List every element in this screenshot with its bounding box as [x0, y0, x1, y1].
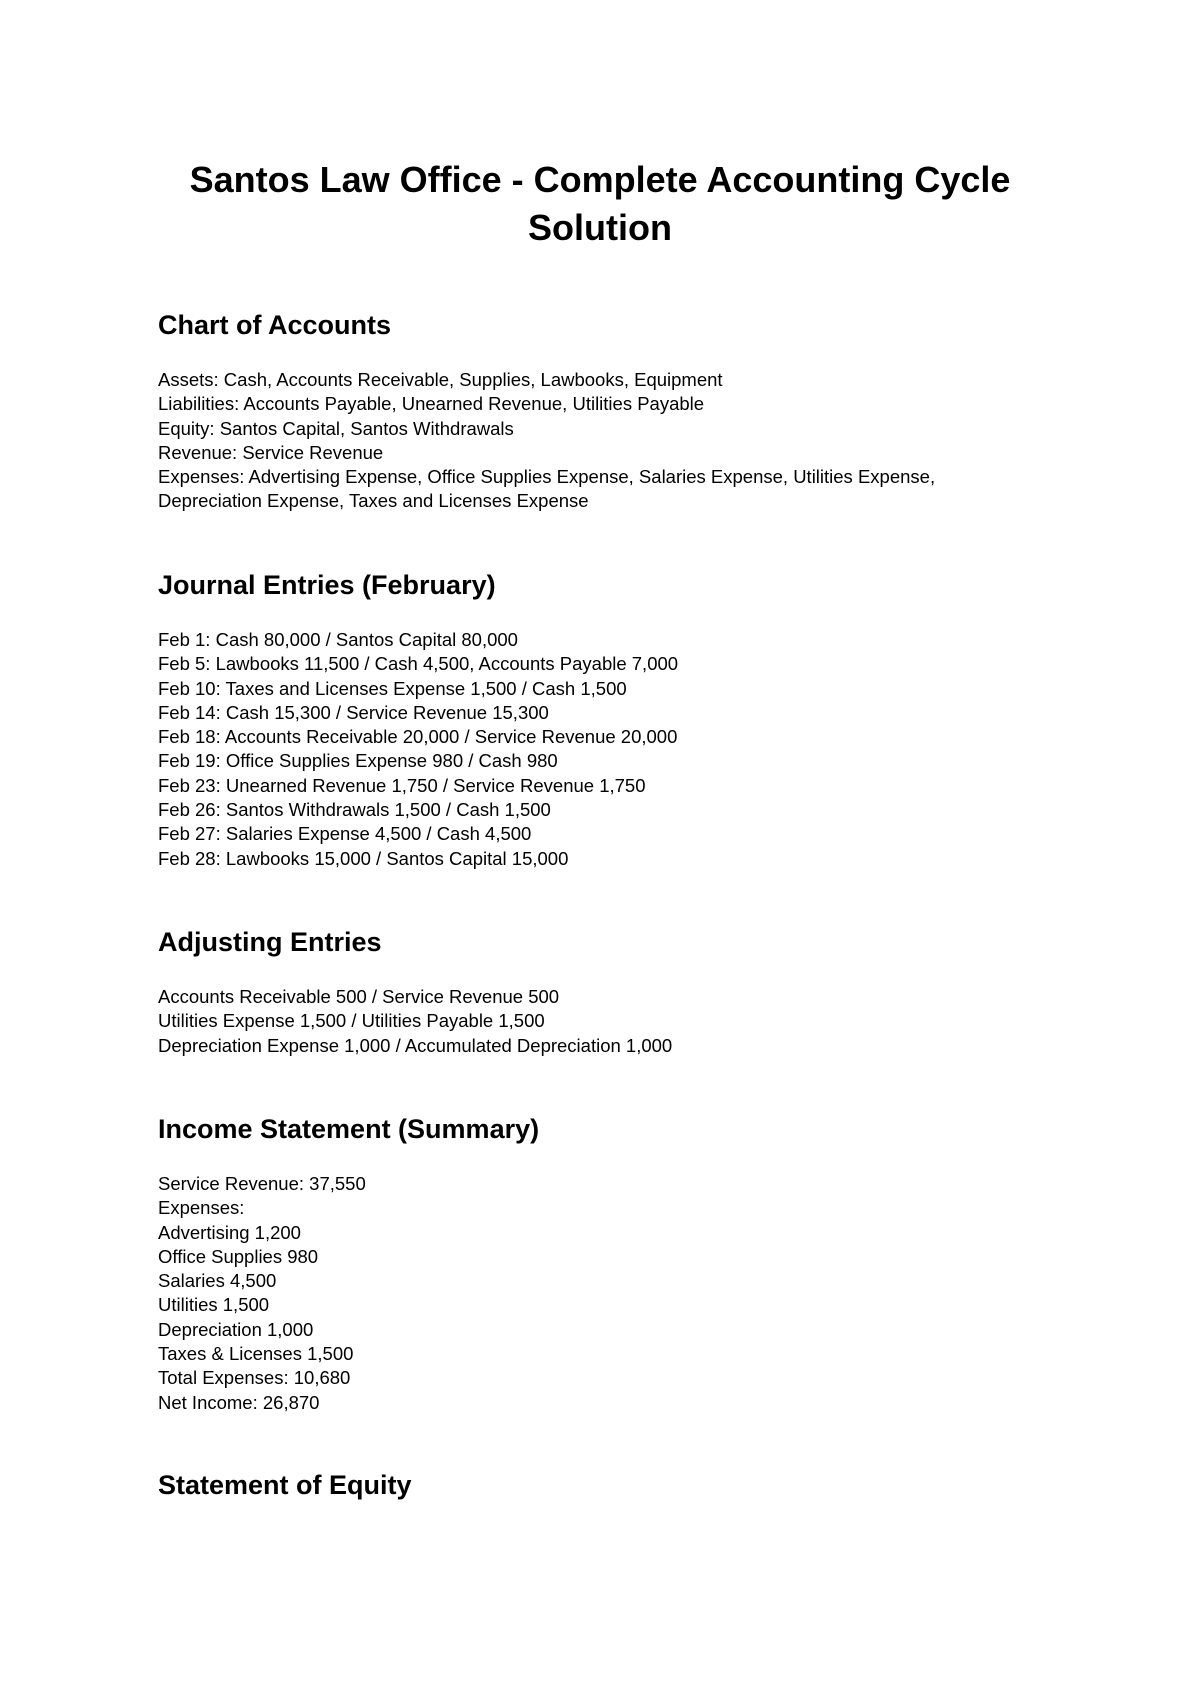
document-title: Santos Law Office - Complete Accounting Cycle Solution [189, 159, 1011, 248]
journal-entries-list [158, 628, 1058, 871]
adjusting-entry-line: Accounts Receivable 500 / Service Revenue 500 [158, 986, 560, 1007]
chart-of-accounts-section [158, 308, 1058, 514]
chart-of-accounts-heading: Chart of Accounts [158, 310, 392, 340]
account-line: Equity: Santos Capital, Santos Withdrawals [158, 417, 514, 439]
income-statement-line: Expenses: [158, 1197, 245, 1219]
adjusting-entry-line: Depreciation Expense 1,000 / Accumulated Depreciation 1,000 [158, 1034, 673, 1056]
journal-entry-line: Feb 28: Lawbooks 15,000 / Santos Capital 15,000 [158, 847, 569, 869]
account-line: Depreciation Expense, Taxes and Licenses Expense [158, 490, 589, 512]
journal-entry-line: Feb 26: Santos Withdrawals 1,500 / Cash 1,500 [158, 799, 551, 821]
income-statement-line: Taxes & Licenses 1,500 [158, 1343, 354, 1365]
journal-entries-section [158, 568, 1058, 871]
journal-entry-line: Feb 1: Cash 80,000 / Santos Capital 80,000 [158, 629, 518, 650]
income-statement-line: Utilities 1,500 [158, 1294, 270, 1316]
journal-entry-line: Feb 23: Unearned Revenue 1,750 / Service Revenue 1,750 [158, 774, 646, 796]
journal-entry-line: Feb 19: Office Supplies Expense 980 / Cash 980 [158, 750, 558, 772]
journal-entry-line: Feb 5: Lawbooks 11,500 / Cash 4,500, Accounts Payable 7,000 [158, 653, 679, 675]
income-statement-line: Depreciation 1,000 [158, 1318, 314, 1340]
adjusting-entry-line: Utilities Expense 1,500 / Utilities Payable 1,500 [158, 1010, 545, 1032]
chart-of-accounts-list [158, 368, 1058, 514]
account-line: Revenue: Service Revenue [158, 441, 384, 463]
adjusting-entries-heading: Adjusting Entries [158, 927, 382, 957]
income-statement-list [158, 1172, 1058, 1415]
income-statement-heading: Income Statement (Summary) [158, 1114, 540, 1144]
account-line: Liabilities: Accounts Payable, Unearned Revenue, Utilities Payable [158, 393, 705, 415]
journal-entries-heading: Journal Entries (February) [158, 570, 496, 600]
income-statement-line: Net Income: 26,870 [158, 1391, 320, 1413]
income-statement-line: Total Expenses: 10,680 [158, 1367, 351, 1389]
journal-entry-line: Feb 27: Salaries Expense 4,500 / Cash 4,500 [158, 823, 532, 845]
statement-of-equity-heading: Statement of Equity [158, 1470, 412, 1500]
account-line: Assets: Cash, Accounts Receivable, Supplies, Lawbooks, Equipment [158, 369, 723, 390]
journal-entry-line: Feb 18: Accounts Receivable 20,000 / Service Revenue 20,000 [158, 726, 678, 748]
journal-entry-line: Feb 14: Cash 15,300 / Service Revenue 15,300 [158, 701, 549, 723]
statement-of-equity-section [158, 1468, 1058, 1528]
adjusting-entries-section [158, 925, 1058, 1058]
income-statement-line: Office Supplies 980 [158, 1245, 319, 1267]
income-statement-section [158, 1112, 1058, 1415]
income-statement-line: Service Revenue: 37,550 [158, 1173, 366, 1194]
income-statement-line: Salaries 4,500 [158, 1270, 277, 1292]
account-line: Expenses: Advertising Expense, Office Supplies Expense, Salaries Expense, Utilities Expense, [158, 466, 936, 488]
journal-entry-line: Feb 10: Taxes and Licenses Expense 1,500 / Cash 1,500 [158, 677, 627, 699]
adjusting-entries-list [158, 985, 1058, 1058]
income-statement-line: Advertising 1,200 [158, 1221, 301, 1243]
